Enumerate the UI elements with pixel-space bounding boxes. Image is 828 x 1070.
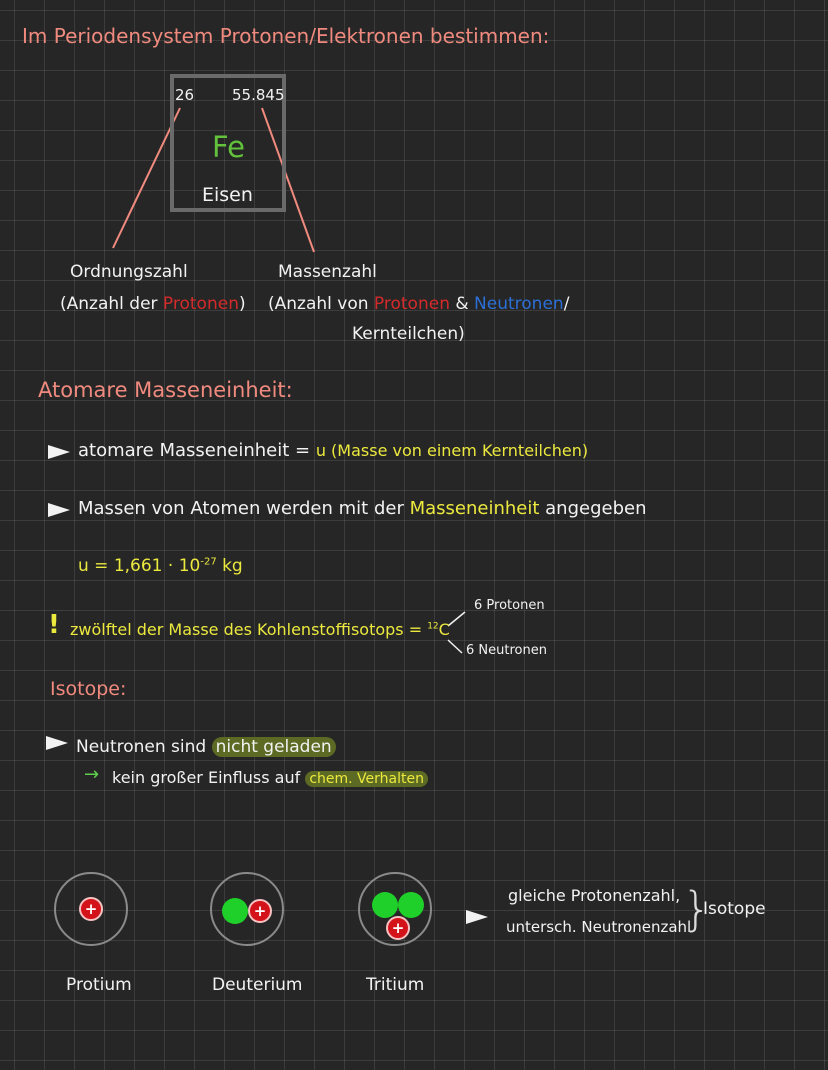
atom-protium	[54, 872, 128, 946]
bullet-masseneinheit-value: u (Masse von einem Kernteilchen)	[315, 441, 589, 460]
formula-exponent: -27	[200, 556, 217, 568]
neutron-icon	[372, 892, 398, 918]
sub-bullet-verhalten	[112, 768, 428, 787]
formula-base: u = 1,661 · 10	[78, 556, 201, 576]
neutron-icon	[222, 898, 248, 924]
brace-icon: }	[682, 882, 712, 936]
massenzahl-desc-neutronen: Neutronen	[474, 294, 564, 314]
atomare-masse-heading: Atomare Masseneinheit:	[38, 378, 293, 402]
arrow-right-icon: →	[84, 764, 100, 785]
massenzahl-desc-slash: /	[563, 294, 570, 314]
bullet-massen-atome-highlight: Masseneinheit	[409, 498, 540, 519]
atomic-number: 26	[175, 86, 195, 104]
bullet-neutronen-highlight: nicht geladen	[212, 737, 336, 757]
branch-line-lower	[448, 640, 462, 653]
proton-icon: +	[79, 897, 103, 921]
bullet-neutronen	[76, 737, 336, 757]
note-isotope-mass: 12	[427, 621, 439, 632]
note-text: zwölftel der Masse des Kohlenstoffisotops =	[70, 620, 428, 639]
bullet-arrow-icon	[46, 736, 68, 750]
isotope-heading: Isotope:	[50, 678, 127, 700]
summary-line1: gleiche Protonenzahl,	[508, 886, 681, 905]
bullet-massen-atome-suffix: angegeben	[539, 498, 647, 519]
bullet-masseneinheit-prefix: atomare Masseneinheit =	[78, 440, 316, 461]
formula-u	[78, 556, 243, 576]
sub-bullet-highlight: chem. Verhalten	[305, 771, 428, 787]
proton-icon: +	[386, 916, 410, 940]
bullet-massen-atome-prefix: Massen von Atomen werden mit der	[78, 498, 410, 519]
formula-unit: kg	[216, 556, 243, 576]
summary-label: Isotope	[703, 899, 766, 919]
label-tritium: Tritium	[366, 975, 425, 995]
summary-arrow-icon	[466, 910, 488, 924]
element-symbol: Fe	[212, 130, 245, 164]
massenzahl-desc-prefix: (Anzahl von	[268, 294, 374, 314]
bullet-masseneinheit	[78, 440, 588, 461]
element-name: Eisen	[202, 184, 253, 206]
sub-bullet-prefix: kein großer Einfluss auf	[112, 768, 306, 787]
massenzahl-desc-protonen: Protonen	[373, 294, 450, 314]
ordnungszahl-desc-protonen: Protonen	[162, 294, 239, 314]
bullet-arrow-icon	[48, 503, 70, 517]
ordnungszahl-desc	[60, 294, 246, 314]
label-deuterium: Deuterium	[212, 975, 303, 995]
ordnungszahl-desc-suffix: )	[238, 294, 246, 314]
massenzahl-label: Massenzahl	[278, 262, 377, 282]
atomic-mass: 55.845	[232, 86, 285, 104]
massenzahl-desc-line2: Kernteilchen)	[352, 324, 465, 344]
bullet-neutronen-prefix: Neutronen sind	[76, 737, 212, 757]
massenzahl-desc-amp: &	[449, 294, 475, 314]
note-isotope-symbol: C	[438, 620, 450, 639]
branch-protonen: 6 Protonen	[474, 598, 545, 613]
label-protium: Protium	[66, 975, 132, 995]
branch-neutronen: 6 Neutronen	[466, 643, 547, 658]
atom-deuterium	[210, 872, 284, 946]
note-kohlenstoff	[70, 620, 450, 639]
atom-tritium	[358, 872, 432, 946]
bullet-arrow-icon	[48, 445, 70, 459]
ordnungszahl-label: Ordnungszahl	[70, 262, 188, 282]
ordnungszahl-desc-prefix: (Anzahl der	[60, 294, 163, 314]
neutron-icon	[398, 892, 424, 918]
exclamation-icon: !	[48, 610, 60, 640]
summary-line2: untersch. Neutronenzahl	[506, 918, 692, 936]
page-title: Im Periodensystem Protonen/Elektronen bestimmen:	[22, 24, 550, 48]
branch-line-upper	[448, 612, 465, 626]
bullet-massen-atome	[78, 498, 646, 519]
proton-icon: +	[248, 899, 272, 923]
massenzahl-desc	[268, 294, 569, 314]
